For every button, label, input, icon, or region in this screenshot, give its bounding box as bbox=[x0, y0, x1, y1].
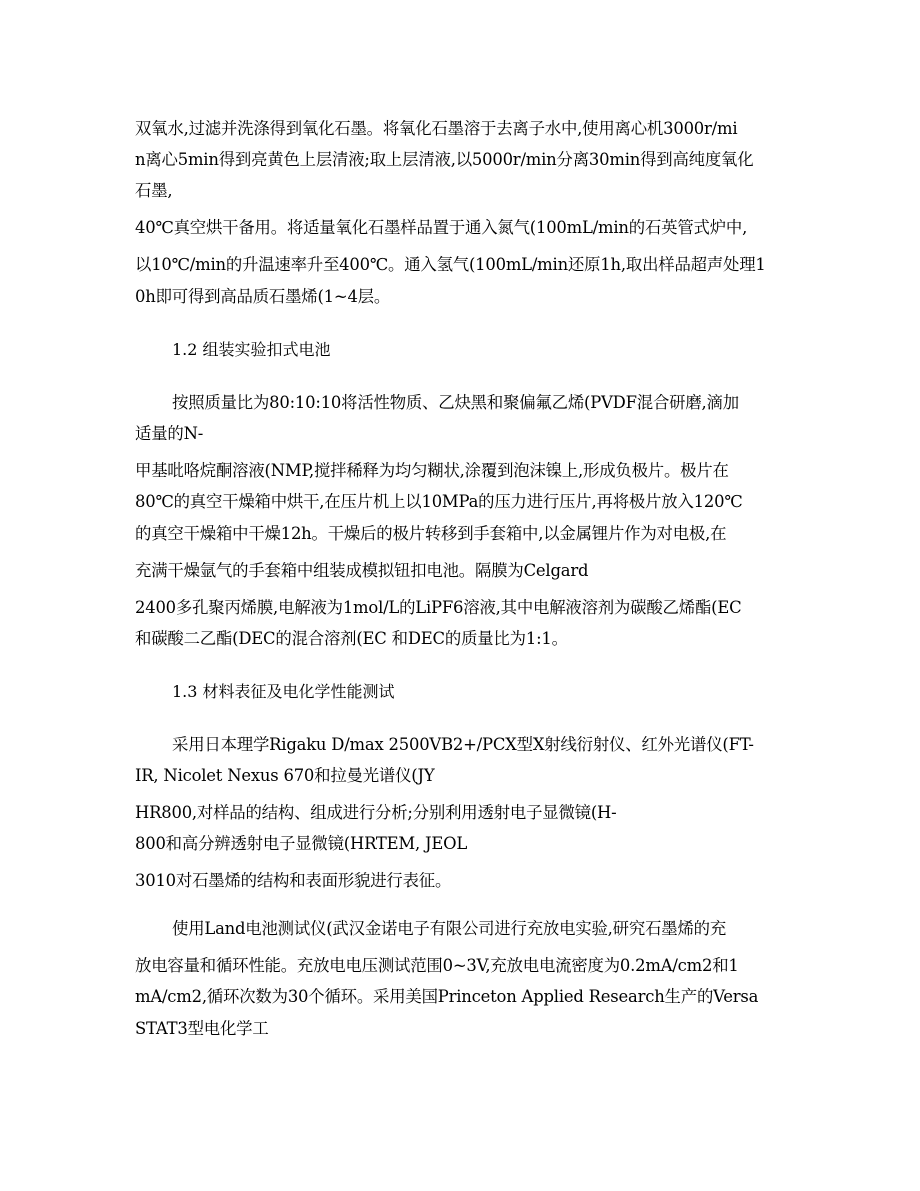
text-line: 80℃的真空干燥箱中烘干,在压片机上以10MPa的压力进行压片,再将极片放入120℃ bbox=[135, 492, 743, 511]
text-line: 甲基吡咯烷酮溶液(NMP,搅拌稀释为均匀糊状,涂覆到泡沫镍上,形成负极片。极片在 bbox=[135, 461, 729, 480]
text-line: 充满干燥氩气的手套箱中组装成模拟钮扣电池。隔膜为Celgard bbox=[135, 561, 589, 580]
text-line: 双氧水,过滤并洗涤得到氧化石墨。将氧化石墨溶于去离子水中,使用离心机3000r/mi bbox=[135, 119, 738, 138]
text-line: 适量的N- bbox=[135, 424, 204, 443]
text-line: mA/cm2,循环次数为30个循环。采用美国Princeton Applied Research生产的Versa bbox=[135, 987, 759, 1006]
text-line: 2400多孔聚丙烯膜,电解液为1mol/L的LiPF6溶液,其中电解液溶剂为碳酸乙烯酯(EC bbox=[135, 598, 742, 617]
section-heading-1-3: 1.3 材料表征及电化学性能测试 bbox=[172, 682, 395, 701]
text-line: 800和高分辨透射电子显微镜(HRTEM, JEOL bbox=[135, 834, 468, 853]
text-line: 采用日本理学Rigaku D/max 2500VB2+/PCX型X射线衍射仪、红外光谱仪(FT- bbox=[172, 735, 754, 754]
text-line: STAT3型电化学工 bbox=[135, 1019, 269, 1038]
section-heading-1-2: 1.2 组装实验扣式电池 bbox=[172, 340, 331, 359]
text-line: 3010对石墨烯的结构和表面形貌进行表征。 bbox=[135, 871, 452, 890]
text-line: 使用Land电池测试仪(武汉金诺电子有限公司进行充放电实验,研究石墨烯的充 bbox=[172, 919, 727, 938]
text-line: 放电容量和循环性能。充放电电压测试范围0~3V,充放电电流密度为0.2mA/cm2和1 bbox=[135, 956, 739, 975]
text-line: 石墨, bbox=[135, 181, 173, 200]
text-line: n离心5min得到亮黄色上层清液;取上层清液,以5000r/min分离30min得到高纯度氧化 bbox=[135, 150, 754, 169]
text-line: 以10℃/min的升温速率升至400℃。通入氢气(100mL/min还原1h,取出样品超声处理1 bbox=[135, 255, 766, 274]
text-line: 按照质量比为80:10:10将活性物质、乙炔黑和聚偏氟乙烯(PVDF混合研磨,滴加 bbox=[172, 393, 739, 412]
text-line: 40℃真空烘干备用。将适量氧化石墨样品置于通入氮气(100mL/min的石英管式炉中, bbox=[135, 218, 748, 237]
text-line: IR, Nicolet Nexus 670和拉曼光谱仪(JY bbox=[135, 766, 435, 785]
text-line: 的真空干燥箱中干燥12h。干燥后的极片转移到手套箱中,以金属锂片作为对电极,在 bbox=[135, 524, 727, 543]
text-line: HR800,对样品的结构、组成进行分析;分别利用透射电子显微镜(H- bbox=[135, 803, 617, 822]
text-line: 0h即可得到高品质石墨烯(1~4层。 bbox=[135, 287, 391, 306]
text-line: 和碳酸二乙酯(DEC的混合溶剂(EC 和DEC的质量比为1:1。 bbox=[135, 629, 568, 648]
